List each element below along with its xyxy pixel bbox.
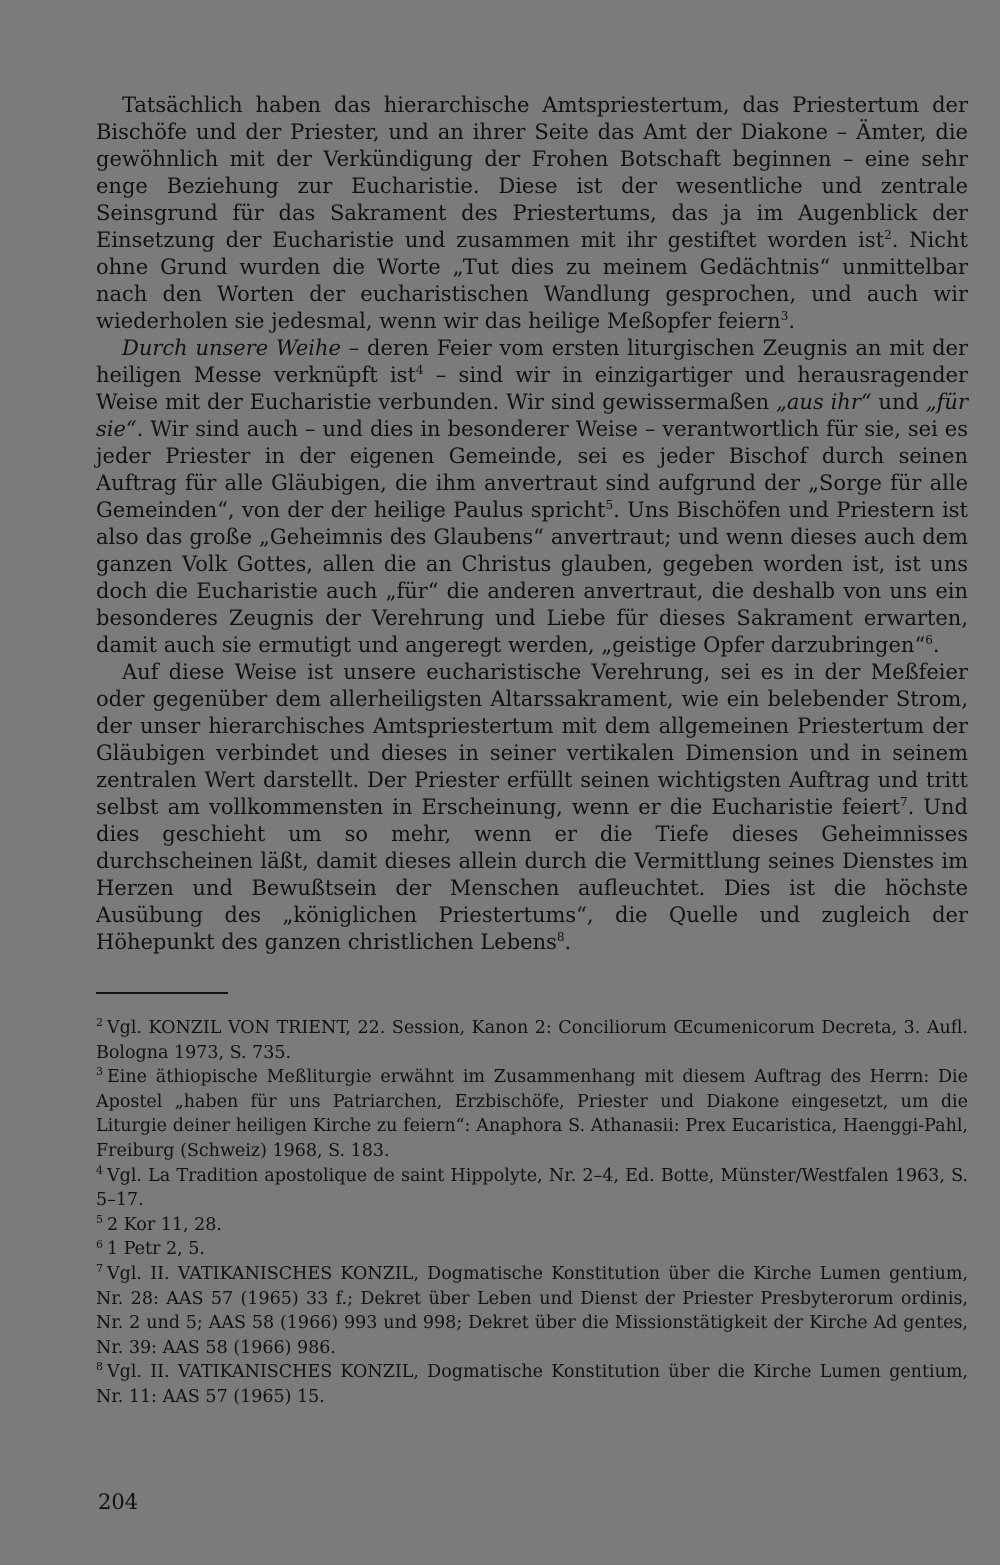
footnote-8 <box>96 1360 968 1409</box>
footnote-reference: 7 <box>899 795 908 809</box>
footnote-4 <box>96 1164 968 1213</box>
footnote-text: Vgl. II. VATIKANISCHES KONZIL, Dogmatische Konstitution über die Kirche Lumen gentium, Nr. 28: AAS 57 (1965) 33 f.; Dekret über Leben und Dienst der Priester Presbyterorum ordinis, Nr. 2 und 5; AAS 58 (1966) 993 und 998; Dekret über die Missionstätigkeit der Kirche Ad gentes, Nr. 39: AAS 58 (1966) 986. <box>96 1263 968 1358</box>
footnote-number: 3 <box>96 1065 103 1079</box>
page-content <box>96 92 968 1410</box>
footnote-reference: 4 <box>415 363 424 377</box>
footnote-text: Eine äthiopische Meßliturgie erwähnt im Zusammenhang mit diesem Auftrag des Herrn: Die Apostel „haben für uns Patriarchen, Erzbischöfe, Priester und Diakone eingesetzt, um die Liturgie deiner heiligen Kirche zu feiern“: Anaphora S. Athanasii: Prex Eucaristica, Haenggi-Pahl, Freiburg (Schweiz) 1968, S. 183. <box>96 1067 968 1161</box>
emphasis-text: „für sie“ <box>96 390 968 441</box>
footnotes <box>96 1016 968 1410</box>
footnote-number: 5 <box>96 1212 103 1226</box>
emphasis-text: Durch unsere Weihe <box>122 336 341 360</box>
footnote-separator <box>96 992 228 994</box>
body-text <box>96 92 968 956</box>
footnote-reference: 8 <box>556 930 565 944</box>
footnote-text: Vgl. La Tradition apostolique de saint Hippolyte, Nr. 2–4, Ed. Botte, Münster/Westfalen 1963, S. 5–17. <box>96 1165 968 1211</box>
emphasis-text: „aus ihr“ <box>776 390 872 414</box>
footnote-reference: 6 <box>925 633 933 647</box>
footnote-6 <box>96 1237 968 1262</box>
footnote-text: Vgl. KONZIL VON TRIENT, 22. Session, Kanon 2: Conciliorum Œcumenicorum Decreta, 3. Aufl. Bologna 1973, S. 735. <box>96 1018 968 1063</box>
footnote-number: 2 <box>96 1016 103 1030</box>
footnote-number: 7 <box>96 1262 103 1276</box>
footnote-text: 2 Kor 11, 28. <box>107 1214 222 1235</box>
paragraph-3: Auf diese Weise ist unsere eucharistische Verehrung, sei es in der Meßfeier oder gegenüber dem allerheiligsten Altarssakrament, wie ein belebender Strom, der unser hierarchisches Amtspriestertum mit dem allgemeinen Priestertum der Gläubigen verbindet und dieses in seiner vertikalen Dimension und in seinem zentralen Wert darstellt. Der Priester erfüllt seinen wichtigsten Auftrag und tritt selbst am vollkommensten in Erscheinung, wenn er die Eucharistie feiert$^7$. Und dies geschieht um so mehr, wenn er die Tiefe dieses Geheimnisses durchscheinen läßt, damit dieses allein durch die Vermittlung seines Dienstes im Herzen und Bewußtsein der Menschen aufleuchtet. Dies ist die höchste Ausübung des „königlichen Priestertums“, die Quelle und zugleich der Höhepunkt des ganzen christlichen Lebens$^8$. <box>96 660 968 954</box>
footnote-2 <box>96 1016 968 1065</box>
footnote-text: 1 Petr 2, 5. <box>107 1239 205 1260</box>
footnote-7 <box>96 1262 968 1360</box>
footnote-text: Vgl. II. VATIKANISCHES KONZIL, Dogmatische Konstitution über die Kirche Lumen gentium, Nr. 11: AAS 57 (1965) 15. <box>96 1362 968 1407</box>
paragraph-1: Tatsächlich haben das hierarchische Amtspriestertum, das Priestertum der Bischöfe und der Priester, und an ihrer Seite das Amt der Diakone – Ämter, die gewöhnlich mit der Verkündigung der Frohen Botschaft beginnen – eine sehr enge Beziehung zur Eucharistie. Diese ist der wesentliche und zentrale Seinsgrund für das Sakrament des Priestertums, das ja im Augenblick der Einsetzung der Eucharistie und zusammen mit ihr gestiftet worden ist$^2$. Nicht ohne Grund wurden die Worte „Tut dies zu meinem Gedächtnis“ unmittelbar nach den Worten der eucharistischen Wandlung gesprochen, und auch wir wiederholen sie jedesmal, wenn wir das heilige Meßopfer feiern$^3$. <box>96 93 968 333</box>
footnote-number: 4 <box>96 1163 103 1177</box>
footnote-reference: 2 <box>884 228 892 242</box>
footnote-reference: 5 <box>605 498 614 512</box>
footnote-5 <box>96 1213 968 1238</box>
paragraph-2: Durch unsere Weihe – deren Feier vom ersten liturgischen Zeugnis an mit der heiligen Messe verknüpft ist$^4$ – sind wir in einzigartiger und herausragender Weise mit der Eucharistie verbunden. Wir sind gewissermaßen „aus ihr“ und „für sie“. Wir sind auch – und dies in besonderer Weise – verantwortlich für sie, sei es jeder Priester in der eigenen Gemeinde, sei es jeder Bischof durch seinen Auftrag für alle Gläubigen, die ihm anvertraut sind aufgrund der „Sorge für alle Gemeinden“, von der der heilige Paulus spricht$^5$. Uns Bischöfen und Priestern ist also das große „Geheimnis des Glaubens“ anvertraut; und wenn dieses auch dem ganzen Volk Gottes, allen die an Christus glauben, gegeben worden ist, ist uns doch die Eucharistie auch „für“ die anderen anvertraut, die deshalb von uns ein besonderes Zeugnis der Verehrung und Liebe für dieses Sakrament erwarten, damit auch sie ermutigt und angeregt werden, „geistige Opfer darzubringen“$^6$. <box>96 336 968 657</box>
page-number: 204 <box>98 1490 139 1514</box>
footnote-3 <box>96 1065 968 1163</box>
footnote-reference: 3 <box>780 309 789 323</box>
footnote-number: 8 <box>96 1360 103 1374</box>
footnote-number: 6 <box>96 1237 103 1251</box>
